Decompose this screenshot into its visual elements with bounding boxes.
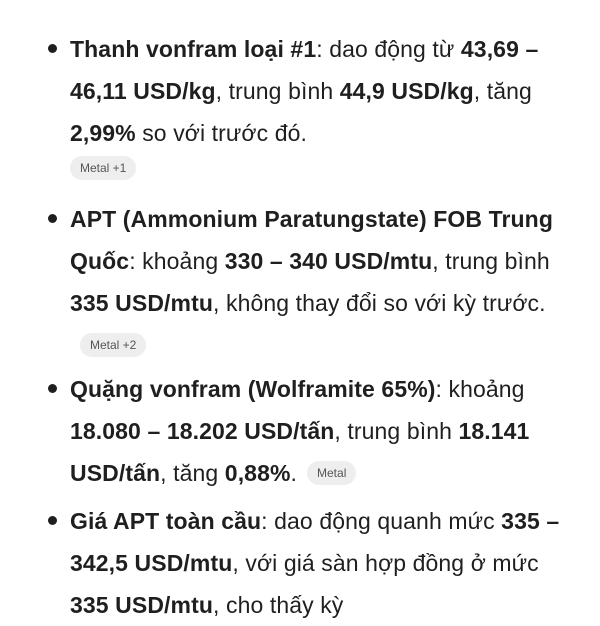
item-text: , tăng	[160, 460, 225, 486]
item-title: Thanh vonfram loại #1	[70, 36, 317, 62]
source-chip[interactable]: Metal	[307, 461, 356, 485]
price-change: 0,88%	[224, 460, 291, 486]
price-average: 335 USD/mtu	[70, 290, 213, 316]
bullet-icon	[48, 516, 57, 525]
bullet-icon	[48, 214, 57, 223]
item-text: , trung bình	[334, 418, 459, 444]
list-item	[70, 28, 580, 182]
item-title: Giá APT toàn cầu	[70, 508, 262, 534]
bullet-icon	[48, 44, 57, 53]
item-text: , với giá sàn hợp đồng ở mức	[232, 550, 539, 576]
price-range: 43,69 – 46,11 USD/kg	[70, 36, 539, 104]
price-average: 44,9 USD/kg	[339, 78, 474, 104]
item-text: , cho thấy kỳ	[212, 592, 344, 618]
item-text: : khoảng	[435, 376, 525, 402]
list-item	[70, 500, 580, 626]
item-text: , không thay đổi so với kỳ trước.	[212, 290, 546, 316]
price-change: 2,99%	[70, 120, 136, 146]
item-text: : dao động từ	[316, 36, 461, 62]
item-text: , tăng	[473, 78, 532, 104]
price-range: 18.080 – 18.202 USD/tấn	[70, 418, 335, 444]
price-range: 330 – 340 USD/mtu	[224, 248, 433, 274]
source-chip[interactable]: Metal +1	[70, 156, 136, 180]
price-floor: 335 USD/mtu	[70, 592, 213, 618]
item-title: Quặng vonfram (Wolframite 65%)	[70, 376, 436, 402]
item-text: , trung bình	[432, 248, 550, 274]
item-title: APT (Ammonium Paratungstate) FOB Trung Quốc	[70, 206, 553, 274]
price-average: 18.141 USD/tấn	[70, 418, 530, 486]
source-chip[interactable]: Metal +2	[80, 333, 146, 357]
item-text: .	[290, 460, 298, 486]
price-range: 335 – 342,5 USD/mtu	[70, 508, 560, 576]
item-text: so với trước đó.	[135, 120, 307, 146]
bullet-icon	[48, 384, 57, 393]
item-text: , trung bình	[215, 78, 340, 104]
item-text: : dao động quanh mức	[261, 508, 502, 534]
list-item	[70, 368, 580, 494]
item-text: : khoảng	[129, 248, 225, 274]
list-item	[70, 198, 580, 366]
